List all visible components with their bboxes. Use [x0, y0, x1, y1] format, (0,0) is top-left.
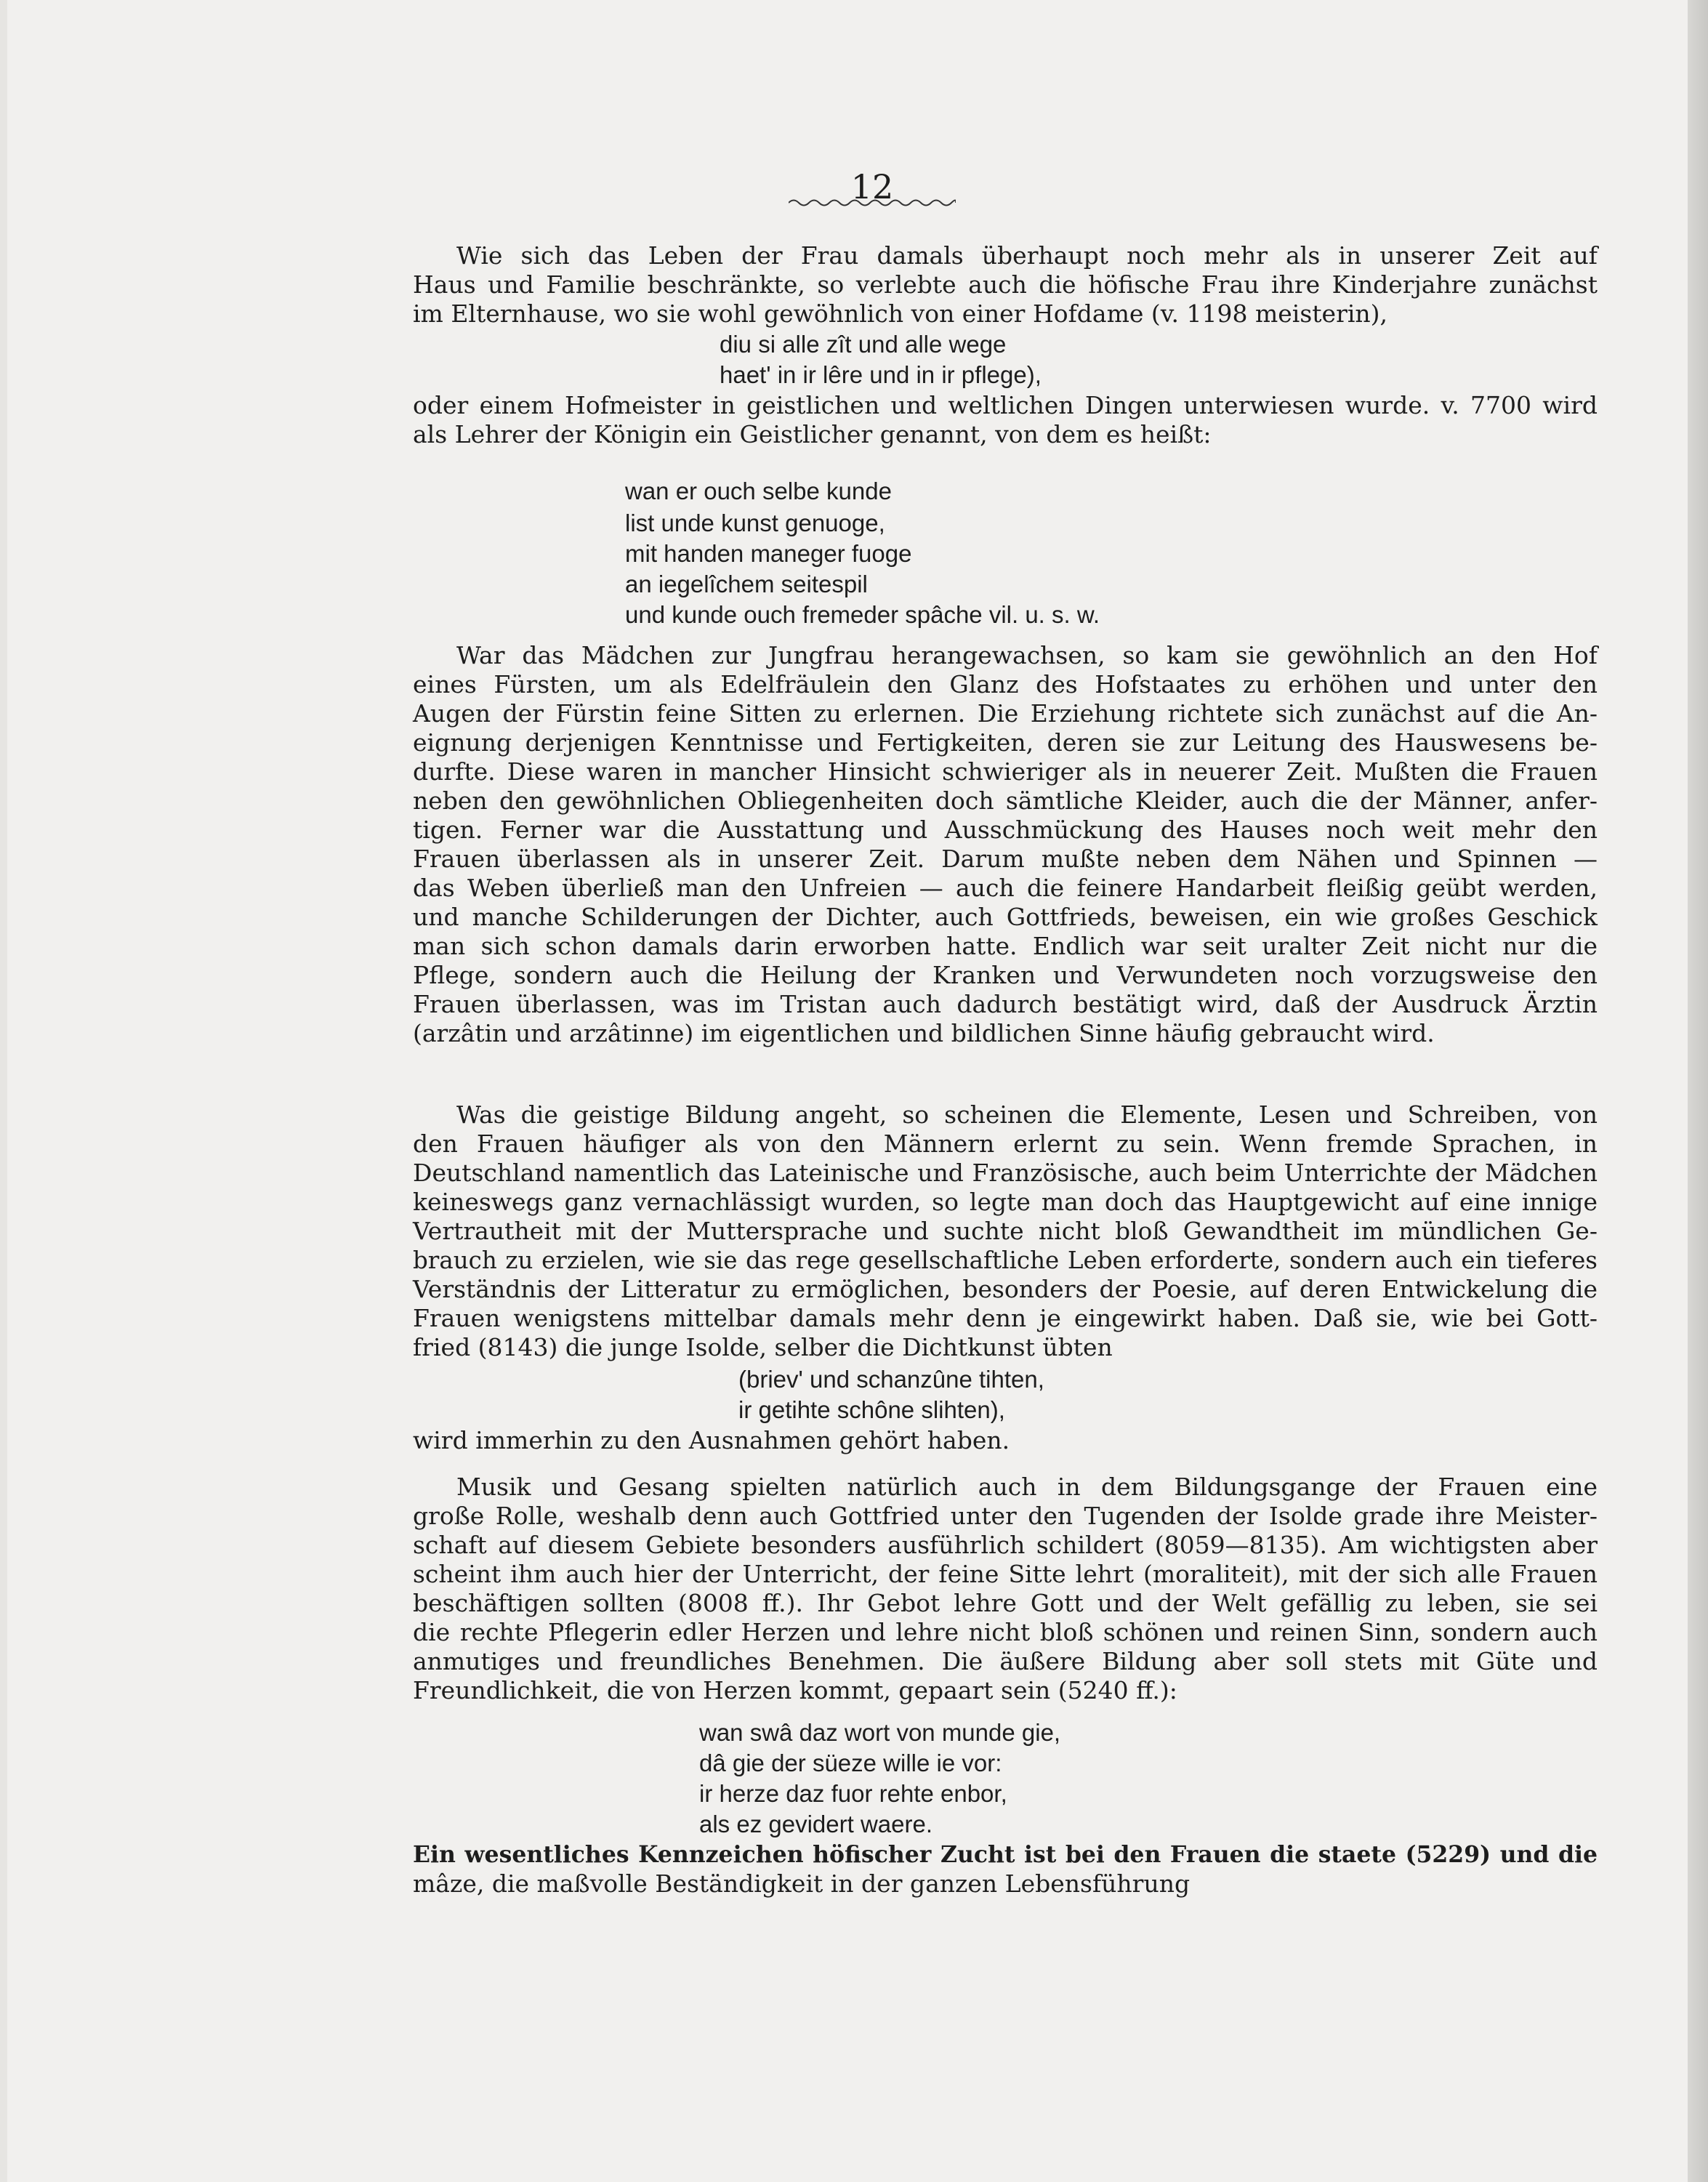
text-line: im Elternhause, wo sie wohl gewöhnlich von einer Hofdame (v. 1198 meisterin),: [413, 299, 1388, 328]
paragraph-5: [413, 1426, 1598, 1455]
text-line: eines Fürsten, um als Edelfräulein den Glanz des Hofstaates zu erhöhen und unter den: [413, 670, 1598, 699]
text-line: scheint ihm auch hier der Unterricht, der feine Sitte lehrt (moraliteit), mit der sich alle Frauen: [413, 1560, 1598, 1588]
text-line: den Frauen häufiger als von den Männern erlernt zu sein. Wenn fremde Sprachen, in: [413, 1130, 1598, 1158]
verse-line: an iegelîchem seitespil: [625, 571, 868, 597]
verse-line: wan swâ daz wort von munde gie,: [699, 1719, 1061, 1746]
paragraph-1: [413, 241, 1598, 329]
text-line: neben den gewöhnlichen Obliegenheiten doch sämtliche Kleider, auch die der Männer, anfer-: [413, 786, 1598, 815]
paragraph-2: [413, 391, 1598, 449]
text-line: wird immerhin zu den Ausnahmen gehört haben.: [413, 1426, 1010, 1454]
text-line: die rechte Pflegerin edler Herzen und lehre nicht bloß schönen und reinen Sinn, sondern auch: [413, 1618, 1598, 1646]
text-line: Frauen überlassen als in unserer Zeit. Darum mußte neben dem Nähen und Spinnen —: [413, 845, 1598, 873]
text-line: Verständnis der Litteratur zu ermöglichen, besonders der Poesie, auf deren Entwickelung die: [413, 1275, 1598, 1303]
text-line: Augen der Fürstin feine Sitten zu erlernen. Die Erziehung richtete sich zunächst auf die An-: [413, 699, 1598, 728]
text-line: Freundlichkeit, die von Herzen kommt, gepaart sein (5240 ff.):: [413, 1676, 1177, 1704]
text-line: Haus und Familie beschränkte, so verlebte auch die höfische Frau ihre Kinderjahre zunächst: [413, 270, 1598, 299]
text-line: anmutiges und freundliches Benehmen. Die äußere Bildung aber soll stets mit Güte und: [413, 1647, 1598, 1675]
text-line: Was die geistige Bildung angeht, so scheinen die Elemente, Lesen und Schreiben, von: [456, 1100, 1598, 1129]
text-line: beschäftigen sollten (8008 ff.). Ihr Gebot lehre Gott und der Welt gefällig zu leben, sie sei: [413, 1589, 1598, 1617]
paragraph-4: [413, 1100, 1598, 1362]
text-line: War das Mädchen zur Jungfrau herangewachsen, so kam sie gewöhnlich an den Hof: [456, 641, 1598, 669]
text-line: (arzâtin und arzâtinne) im eigentlichen und bildlichen Sinne häufig gebraucht wird.: [413, 1019, 1435, 1047]
verse-line: mit handen maneger fuoge: [625, 540, 912, 567]
text-line: mâze, die maßvolle Beständigkeit in der ganzen Lebensführung: [413, 1869, 1191, 1898]
verse-line: ir herze daz fuor rehte enbor,: [699, 1780, 1007, 1807]
verse-line: haet' in ir lêre und in ir pflege),: [720, 361, 1042, 388]
verse-line: (briev' und schanzûne tihten,: [738, 1366, 1044, 1393]
paragraph-7: [413, 1840, 1598, 1899]
text-line: als Lehrer der Königin ein Geistlicher genannt, von dem es heißt:: [413, 420, 1212, 448]
verse-line: wan er ouch selbe kunde: [625, 478, 892, 504]
text-line: und manche Schilderungen der Dichter, auch Gottfrieds, beweisen, ein wie großes Geschick: [413, 903, 1598, 931]
verse-line: als ez gevidert waere.: [699, 1811, 932, 1837]
text-line: schaft auf diesem Gebiete besonders ausführlich schildert (8059—8135). Am wichtigsten aber: [413, 1531, 1598, 1559]
text-line: Wie sich das Leben der Frau damals überhaupt noch mehr als in unserer Zeit auf: [456, 241, 1598, 270]
text-line: Frauen überlassen, was im Tristan auch dadurch bestätigt wird, daß der Ausdruck Ärztin: [413, 990, 1598, 1018]
verse-line: diu si alle zît und alle wege: [720, 331, 1007, 358]
text-line: oder einem Hofmeister in geistlichen und weltlichen Dingen unterwiesen wurde. v. 7700 wird: [413, 391, 1598, 419]
text-line: Deutschland namentlich das Lateinische und Französische, auch beim Unterrichte der Mädchen: [413, 1159, 1598, 1187]
text-line: keineswegs ganz vernachlässigt wurden, so legte man doch das Hauptgewicht auf eine innige: [413, 1188, 1598, 1216]
verse-line: ir getihte schône slihten),: [738, 1396, 1005, 1423]
paragraph-3: [413, 641, 1598, 1048]
verse-line: und kunde ouch fremeder spâche vil. u. s. w.: [625, 601, 1100, 628]
text-line: große Rolle, weshalb denn auch Gottfried unter den Tugenden der Isolde grade ihre Meister-: [413, 1502, 1598, 1530]
page-right-edge: [1688, 0, 1708, 2182]
verse-line: list unde kunst genuoge,: [625, 510, 885, 536]
text-line: eignung derjenigen Kenntnisse und Fertigkeiten, deren sie zur Leitung des Hauswesens be-: [413, 728, 1598, 757]
text-line: Ein wesentliches Kennzeichen höfischer Zucht ist bei den Frauen die staete (5229) und die: [413, 1841, 1598, 1868]
wavy-rule-ornament: [789, 198, 956, 208]
text-line: fried (8143) die junge Isolde, selber die Dichtkunst übten: [413, 1333, 1113, 1361]
text-line: durfte. Diese waren in mancher Hinsicht schwieriger als in neuerer Zeit. Mußten die Frauen: [413, 757, 1598, 786]
page-number: 12: [850, 167, 894, 206]
text-line: tigen. Ferner war die Ausstattung und Ausschmückung des Hauses noch weit mehr den: [413, 816, 1598, 844]
page-left-edge: [0, 0, 7, 2182]
text-line: Frauen wenigstens mittelbar damals mehr denn je eingewirkt haben. Daß sie, wie bei Gott-: [413, 1304, 1598, 1332]
text-line: brauch zu erzielen, wie sie das rege gesellschaftliche Leben erforderte, sondern auch ein tieferes: [413, 1247, 1598, 1274]
text-line: Musik und Gesang spielten natürlich auch in dem Bildungsgange der Frauen eine: [456, 1473, 1598, 1501]
text-line: man sich schon damals darin erworben hatte. Endlich war seit uralter Zeit nicht nur die: [413, 932, 1598, 960]
text-line: das Weben überließ man den Unfreien — auch die feinere Handarbeit fleißig geübt werden,: [413, 874, 1598, 902]
verse-line: dâ gie der süeze wille ie vor:: [699, 1750, 1002, 1776]
text-line: Vertrautheit mit der Muttersprache und suchte nicht bloß Gewandtheit im mündlichen Ge-: [413, 1217, 1598, 1245]
text-line: Pflege, sondern auch die Heilung der Kranken und Verwundeten noch vorzugsweise den: [413, 961, 1598, 989]
paragraph-6: [413, 1473, 1598, 1705]
